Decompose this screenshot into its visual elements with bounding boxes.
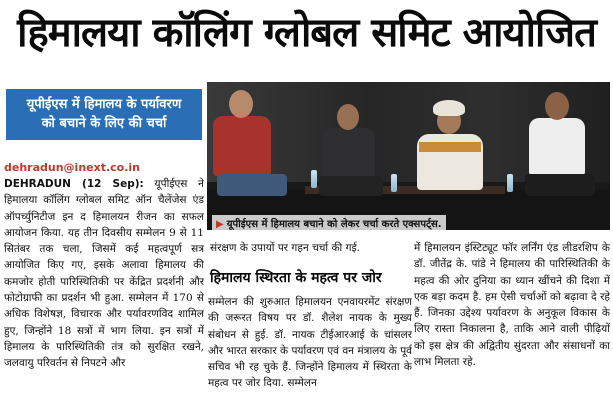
water-bottle (507, 174, 513, 192)
water-bottle (391, 174, 397, 192)
caption-marker-icon: ▶ (216, 219, 224, 230)
article-column-2-top: संरक्षण के उपायों पर गहन चर्चा की गई. (210, 242, 361, 254)
subheadline-line-2: को बचाने के लिए की चर्चा (41, 116, 167, 131)
photo-caption (212, 215, 446, 231)
dateline: DEHRADUN (12 Sep): (4, 178, 144, 190)
article-column-2: सम्मेलन की शुरुआत हिमालयन एनवायरमेंट संरक्षण की जरूरत विषय पर डॉ. शैलेश नायक के मुख्य संबोधन से हुई. डॉ. नायक टीईआरआई के चांसलर और भारत सरकार के पर्यावरण एवं वन मंत्रालय के पूर्व सचिव भी रह चुके हैं. जिन्होंने हिमालय में स्थिरता के महत्व पर जोर दिया. सम्मेलन (208, 296, 412, 390)
headline: हिमालया कॉलिंग ग्लोबल समिट आयोजित (17, 10, 596, 56)
subheadline-line-1: यूपीईएस में हिमालय के पर्यावरण (26, 97, 182, 112)
article-column-3: में हिमालयन इंस्टिट्यूट फॉर लर्निंग एंड लीडरशिप के डॉ. जीतेंद्र के. पांडे ने हिमालय की पारिस्थितिकी के महत्व की ओर दुनिया का ध्यान खींचने की दिशा में एक बड़ा कदम है. हम ऐसी चर्चाओं को बढ़ावा दे रहे हैं. जिनका उद्देश्य पर्यावरण के अनुकूल विकास के लिए रास्ता निकालना है, ताकि आने वाली पीढ़ियों को इस क्षेत्र की अद्वितीय सुंदरता और संसाधनों का लाभ मिलता रहे. (414, 242, 610, 369)
subheadline-box (6, 89, 202, 140)
photo-caption-text: यूपीईएस में हिमालय बचाने को लेकर चर्चा करते एक्सपर्ट्स. (226, 219, 442, 230)
water-bottle (311, 170, 317, 188)
article-column-1 (4, 176, 204, 416)
section-heading: हिमालय स्थिरता के महत्व पर जोर (210, 270, 382, 286)
article-column-1-text: यूपीईएस ने हिमालया कॉलिंग ग्लोबल समिट ऑन चैलेंजेस एंड ऑपर्च्युनिटीज इन द हिमालयन रीजन का सफल आयोजन किया. यह तीन दिवसीय सम्मेलन 9 से 11 सितंबर तक चला, जिसमें कई महत्वपूर्ण सत्र आयोजित किए गए, इसके अलावा हिमालय की कमजोर होती पारिस्थितिकी पर केंद्रित प्रदर्शनी और फोटोग्राफी का प्रदर्शन भी हुआ. सम्मेलन में 170 से अधिक विशेषज्ञ, विचारक और पर्यावरणविद शामिल हुए, जिन्होंने 18 सत्रों में भाग लिया. इन सत्रों में हिमालय के पारिस्थितिकी तंत्र को सुरक्षित रखने, जलवायु परिवर्तन से निपटने और (4, 178, 204, 370)
article-photo (207, 82, 610, 230)
email-link[interactable]: dehradun@inext.co.in (4, 161, 141, 174)
